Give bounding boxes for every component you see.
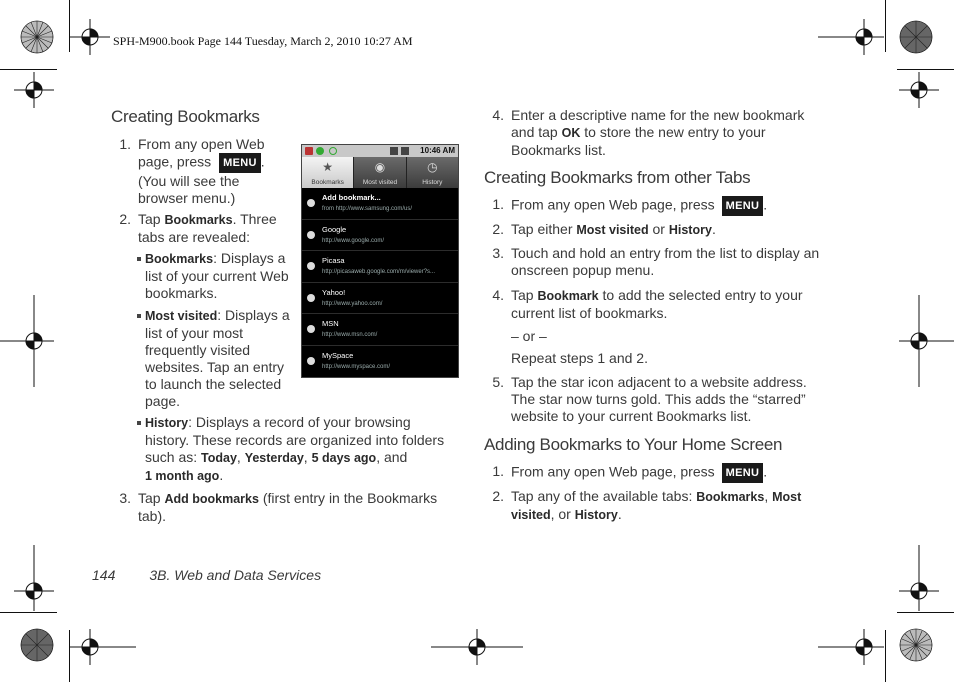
globe-icon [307,231,315,239]
step-3-post: (first entry in the Bookmarks [258,490,438,506]
step-4-line [511,124,804,142]
s2-step-4-pre: Tap [511,287,538,303]
phone-row-url: http://www.myspace.com/ [322,363,391,370]
footer-section-title: 3B. Web and Data Services [149,567,322,583]
starburst-icon [21,629,53,661]
s3-step-1-text: From any open Web page, press MENU . [511,463,767,483]
notification-icon [329,147,337,155]
step-2-pre: Tap [138,211,165,227]
bullet-bold: 1 month ago [145,469,220,483]
phone-bookmark-row [302,220,458,252]
phone-bookmark-row [302,188,458,220]
starburst-icon [21,21,53,53]
phone-tab-history [407,157,458,188]
step-1-line: page, press MENU . [138,153,265,173]
phone-screenshot [301,144,459,378]
bullet-text: : Displays a [213,250,286,266]
plus-icon [307,199,315,207]
bullet-line: bookmarks. [145,285,218,301]
s2-step-4-line: current list of bookmarks. [511,305,668,321]
bullet-line: websites. Tap an entry [145,359,285,375]
s3-step-2-line: visited, or History. [511,506,622,522]
bullet-square-icon [137,257,141,261]
step-4-pre: and tap [511,124,562,140]
s3-step-1-press: From any open Web page, press [511,463,715,480]
or-separator: – or – [511,328,547,344]
bullet-line [145,414,444,432]
phone-row-url: http://picasaweb.google.com/m/viewer?s... [322,269,436,275]
bullet-line: to launch the selected [145,376,282,392]
step-2-line: tabs are revealed: [138,229,251,245]
step-2-text [138,211,277,246]
print-header: SPH-M900.book Page 144 Tuesday, March 2, 2010 10:27 AM [113,34,413,48]
bullet-line: list of your most [145,325,244,341]
section-heading-creating-bookmarks: Creating Bookmarks [111,107,260,126]
step-4-post: to store the new entry to your [580,124,766,140]
s3-step-2-line: Tap any of the available tabs: Bookmarks, Most [511,488,802,504]
s3-step-2-pre: Tap any of the available tabs: [511,488,697,504]
menu-key-icon: MENU [219,153,261,173]
starburst-icon [900,629,932,661]
s2-step-2-text: Tap either Most visited or History. [511,221,716,237]
phone-row-title: Add bookmark... [322,193,381,202]
s3-step-2-text [511,488,801,524]
s2-step-2-pre: Tap either [511,221,577,237]
step-number: 3. [119,490,131,506]
bullet-line: history. These records are organized into folders [145,432,445,448]
phone-tab-bar [302,157,458,188]
phone-row-title: Picasa [322,256,345,265]
page-footer [92,567,321,583]
menu-key-icon: MENU [722,463,764,483]
s2-step-3-text [511,245,819,279]
status-time: 10:46 AM [420,146,455,155]
step-number: 3. [492,245,504,261]
step-2-bold: Bookmarks [164,213,233,227]
s3-step-2-mid: , or [550,506,575,522]
phone-bookmark-row [302,346,458,378]
phone-row-url: http://www.yahoo.com/ [322,300,383,307]
step-2-line [138,211,277,229]
s2-step-1-press: From any open Web page, press [511,196,715,213]
s2-step-5-line: The star now turns gold. This adds the “starred” [511,391,806,407]
menu-key-icon: MENU [722,196,764,216]
phone-bookmark-row [302,314,458,346]
signal-icon [390,147,398,155]
s3-step-2-bold: History [574,508,618,522]
eye-icon: ◉ [374,160,386,174]
starburst-icon [900,21,932,53]
step-1-line: From any open Web [138,136,265,152]
s2-step-3-line: Touch and hold an entry from the list to display an [511,245,820,261]
step-3-text [138,490,437,525]
step-2-post: . Three [232,211,277,227]
globe-icon [307,262,315,270]
s2-step-2-mid: or [648,221,669,237]
page-number: 144 [92,567,116,583]
bullet-line: frequently visited [145,342,251,358]
phone-row-url: from http://www.samsung.com/us/ [322,206,413,212]
globe-icon [307,294,315,302]
s2-step-2-bold: History [668,223,712,237]
step-number: 5. [492,374,504,390]
s3-step-2-bold: visited [511,508,551,522]
battery-icon [401,147,409,155]
phone-row-url: http://www.msn.com/ [322,332,378,338]
phone-bookmark-row [302,283,458,315]
phone-tab-most-visited [354,157,406,188]
bullet-bold: Most visited [145,309,218,323]
step-4-text [511,107,804,159]
phone-row-title: Yahoo! [322,287,346,297]
phone-row-url: http://www.google.com/ [322,237,385,244]
phone-row-title: MySpace [322,350,354,360]
bullet-line: 1 month ago. [145,467,224,483]
s2-step-5-line: website to your current Bookmarks list. [511,408,752,424]
bullet-text: : Displays a record of your browsing [188,414,411,430]
step-4-line: Bookmarks list. [511,142,606,158]
s2-step-4-text [511,287,803,322]
bullet-most-visited [145,307,290,410]
bullet-bold: Today [201,451,237,465]
phone-tab-bookmarks [302,157,354,188]
bullet-bold: History [145,416,189,430]
step-3-bold: Add bookmarks [164,492,259,506]
globe-icon [307,325,315,333]
step-3-pre: Tap [138,490,165,506]
step-number: 4. [492,107,504,123]
bullet-bold: 5 days ago [311,451,377,465]
bullet-line: such as: Today, Yesterday, 5 days ago, and [145,449,408,465]
step-number: 2. [492,488,504,504]
step-1-line: (You will see the [138,173,240,189]
s2-step-4-line [511,287,803,305]
repeat-steps-text: Repeat steps 1 and 2. [511,350,648,366]
bullet-text: , and [376,449,408,465]
s2-step-4-bold: Bookmark [537,289,599,303]
phone-bookmark-list [302,188,458,377]
step-3-line: tab). [138,508,167,524]
section-heading-home-screen: Adding Bookmarks to Your Home Screen [484,435,783,454]
phone-tab-label: Most visited [362,179,398,186]
s3-step-2-bold: Bookmarks [696,490,765,504]
bullet-bold: Bookmarks [145,252,214,266]
step-number: 1. [492,463,504,479]
phone-bookmark-row [302,251,458,283]
step-1-line: browser menu.) [138,190,236,206]
bullet-bold: Yesterday [244,451,304,465]
bullet-line: page. [145,393,181,409]
step-number: 2. [119,211,131,227]
phone-row-title: Google [322,224,347,234]
step-1-text [138,136,265,207]
clock-icon: ◷ [427,160,438,174]
notification-icon [305,147,313,155]
star-icon: ★ [322,160,334,174]
phone-tab-label: History [422,179,443,186]
s2-step-3-line: onscreen popup menu. [511,262,655,278]
bullet-text: : Displays a [217,307,290,323]
status-bar [302,145,458,157]
step-number: 1. [119,136,131,152]
s3-step-2-bold: Most [772,490,802,504]
step-3-line [138,490,437,508]
globe-icon [307,357,315,365]
phone-row-title: MSN [322,319,339,328]
bullet-line [145,307,290,325]
s2-step-1-text: From any open Web page, press MENU . [511,196,767,216]
section-heading-other-tabs: Creating Bookmarks from other Tabs [484,168,751,187]
phone-tab-label: Bookmarks [311,179,344,186]
s2-step-5-text [511,374,807,425]
bullet-square-icon [137,314,141,318]
bullet-history [145,414,444,485]
bullet-line [145,250,289,268]
s2-step-2-bold: Most visited [576,223,649,237]
step-number: 1. [492,196,504,212]
step-1-press: page, press [138,153,212,170]
bullet-line: list of your current Web [145,268,289,284]
step-number: 2. [492,221,504,237]
step-4-bold: OK [561,126,581,140]
notification-icon [316,147,324,155]
bullet-bookmarks [145,250,289,302]
bullet-text: such as: [145,449,202,465]
step-number: 4. [492,287,504,303]
s2-step-5-line: Tap the star icon adjacent to a website address. [511,374,807,390]
step-4-line: Enter a descriptive name for the new bookmark [511,107,805,123]
bullet-square-icon [137,421,141,425]
s2-step-4-post: to add the selected entry to your [598,287,803,303]
